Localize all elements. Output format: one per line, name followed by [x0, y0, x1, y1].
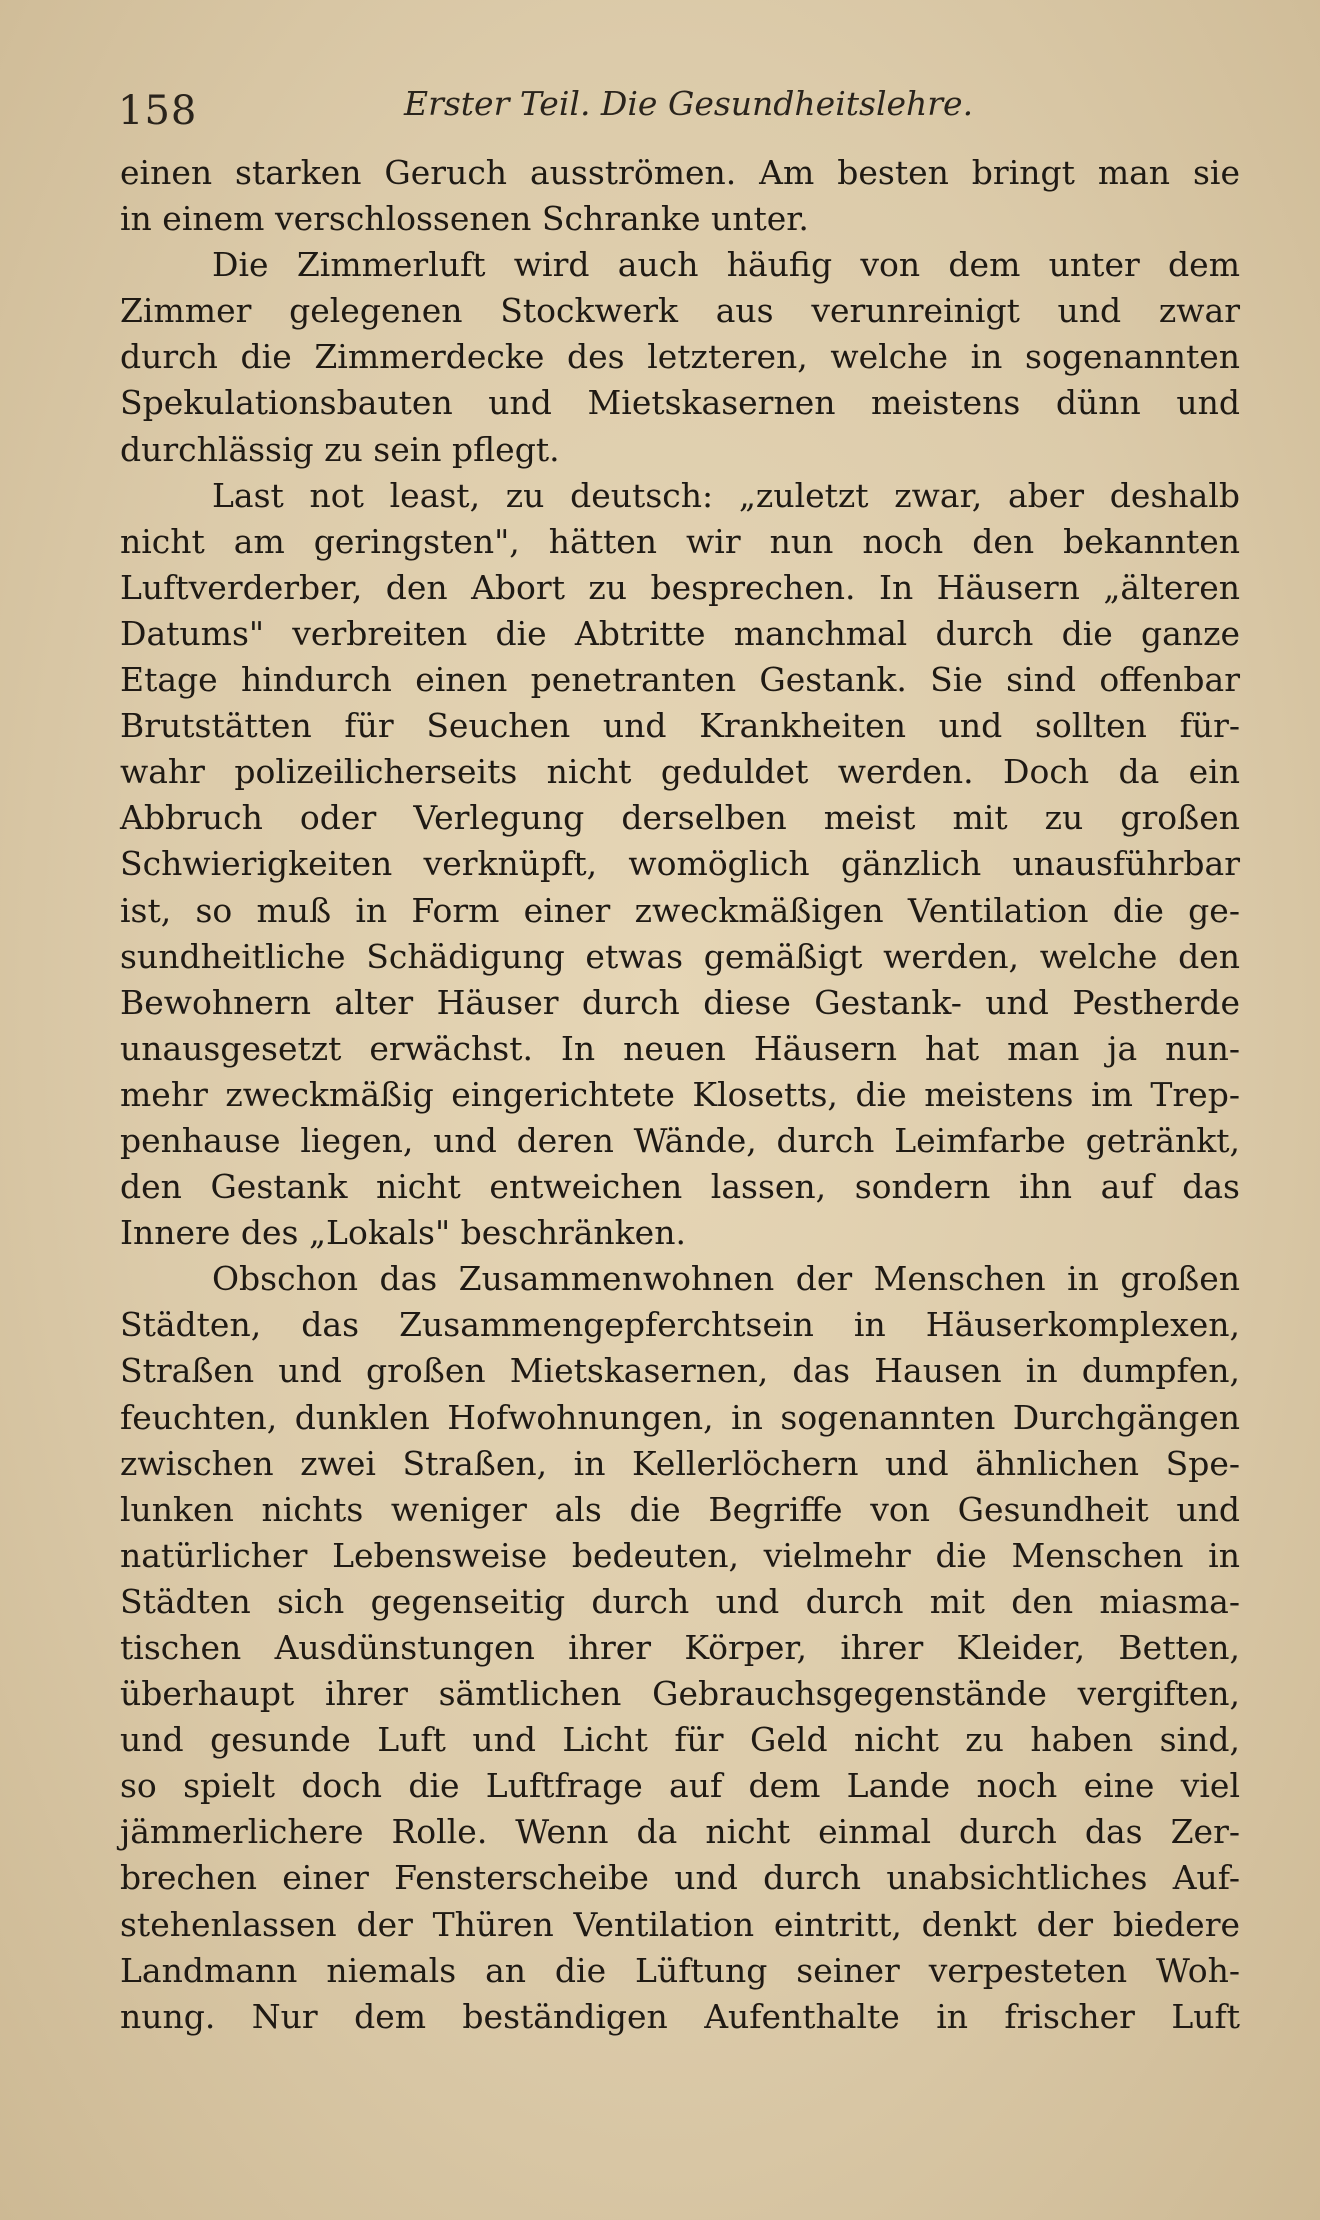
text-line: Zimmer gelegenen Stockwerk aus verunreinigt und zwar: [120, 291, 1240, 331]
text-line: so spielt doch die Luftfrage auf dem Lande noch eine viel: [120, 1766, 1240, 1806]
text-line: Bewohnern alter Häuser durch diese Gestank- und Pestherde: [120, 982, 1240, 1022]
text-line: Städten, das Zusammengepferchtsein in Häuserkomplexen,: [120, 1305, 1240, 1345]
text-line: Städten sich gegenseitig durch und durch mit den miasma-: [120, 1581, 1240, 1621]
text-line: durch die Zimmerdecke des letzteren, welche in sogenannten: [120, 337, 1240, 377]
text-line: Datums" verbreiten die Abtritte manchmal durch die ganze: [120, 613, 1240, 653]
text-line: unausgesetzt erwächst. In neuen Häusern hat man ja nun-: [120, 1028, 1240, 1068]
text-line: einen starken Geruch ausströmen. Am besten bringt man sie: [120, 153, 1240, 192]
text-line: Landmann niemals an die Lüftung seiner verpesteten Woh-: [120, 1950, 1240, 1990]
text-line: Abbruch oder Verlegung derselben meist mit zu großen: [120, 798, 1240, 838]
text-line: natürlicher Lebensweise bedeuten, vielmehr die Menschen in: [120, 1535, 1240, 1575]
text-line: brechen einer Fensterscheibe und durch unabsichtliches Auf-: [120, 1858, 1240, 1898]
text-line: überhaupt ihrer sämtlichen Gebrauchsgegenstände vergiften,: [120, 1674, 1240, 1714]
text-line: wahr polizeilicherseits nicht geduldet werden. Doch da ein: [120, 752, 1240, 792]
text-line: Innere des „Lokals" beschränken.: [120, 1213, 686, 1253]
text-line: stehenlassen der Thüren Ventilation eintritt, denkt der biedere: [120, 1904, 1240, 1944]
page-header: [118, 78, 1248, 138]
text-line: jämmerlichere Rolle. Wenn da nicht einmal durch das Zer-: [120, 1812, 1240, 1852]
text-line: Last not least, zu deutsch: „zuletzt zwar, aber deshalb: [212, 475, 1240, 515]
text-line: lunken nichts weniger als die Begriffe von Gesundheit und: [120, 1489, 1240, 1529]
body-text: [120, 150, 1240, 2040]
text-line: Schwierigkeiten verknüpft, womöglich gänzlich unausführbar: [120, 844, 1240, 884]
page-number: 158: [118, 88, 198, 134]
text-line: Obschon das Zusammenwohnen der Menschen in großen: [212, 1259, 1240, 1299]
text-line: durchlässig zu sein pflegt.: [120, 429, 560, 469]
text-line: nung. Nur dem beständigen Aufenthalte in frischer Luft: [120, 1996, 1240, 2036]
running-head: Erster Teil. Die Gesundheitslehre.: [404, 84, 974, 123]
text-line: mehr zweckmäßig eingerichtete Klosetts, die meistens im Trep-: [120, 1074, 1240, 1114]
text-line: tischen Ausdünstungen ihrer Körper, ihrer Kleider, Betten,: [120, 1628, 1240, 1667]
text-line: feuchten, dunklen Hofwohnungen, in sogenannten Durchgängen: [120, 1397, 1240, 1437]
text-line: Die Zimmerluft wird auch häufig von dem unter dem: [212, 245, 1240, 285]
text-line: penhause liegen, und deren Wände, durch Leimfarbe getränkt,: [120, 1120, 1240, 1160]
text-line: in einem verschlossenen Schranke unter.: [120, 199, 809, 239]
text-line: Etage hindurch einen penetranten Gestank. Sie sind offenbar: [120, 660, 1240, 700]
text-line: zwischen zwei Straßen, in Kellerlöchern und ähnlichen Spe-: [120, 1443, 1240, 1483]
text-line: und gesunde Luft und Licht für Geld nicht zu haben sind,: [120, 1720, 1240, 1760]
text-line: den Gestank nicht entweichen lassen, sondern ihn auf das: [120, 1167, 1240, 1207]
text-line: Spekulationsbauten und Mietskasernen meistens dünn und: [120, 383, 1240, 423]
text-line: Straßen und großen Mietskasernen, das Hausen in dumpfen,: [120, 1351, 1240, 1391]
text-line: Brutstätten für Seuchen und Krankheiten und sollten für-: [120, 706, 1240, 746]
text-line: ist, so muß in Form einer zweckmäßigen Ventilation die ge-: [120, 890, 1240, 930]
text-line: nicht am geringsten", hätten wir nun noch den bekannten: [120, 521, 1240, 561]
text-line: sundheitliche Schädigung etwas gemäßigt werden, welche den: [120, 936, 1240, 976]
text-line: Luftverderber, den Abort zu besprechen. In Häusern „älteren: [120, 567, 1240, 607]
